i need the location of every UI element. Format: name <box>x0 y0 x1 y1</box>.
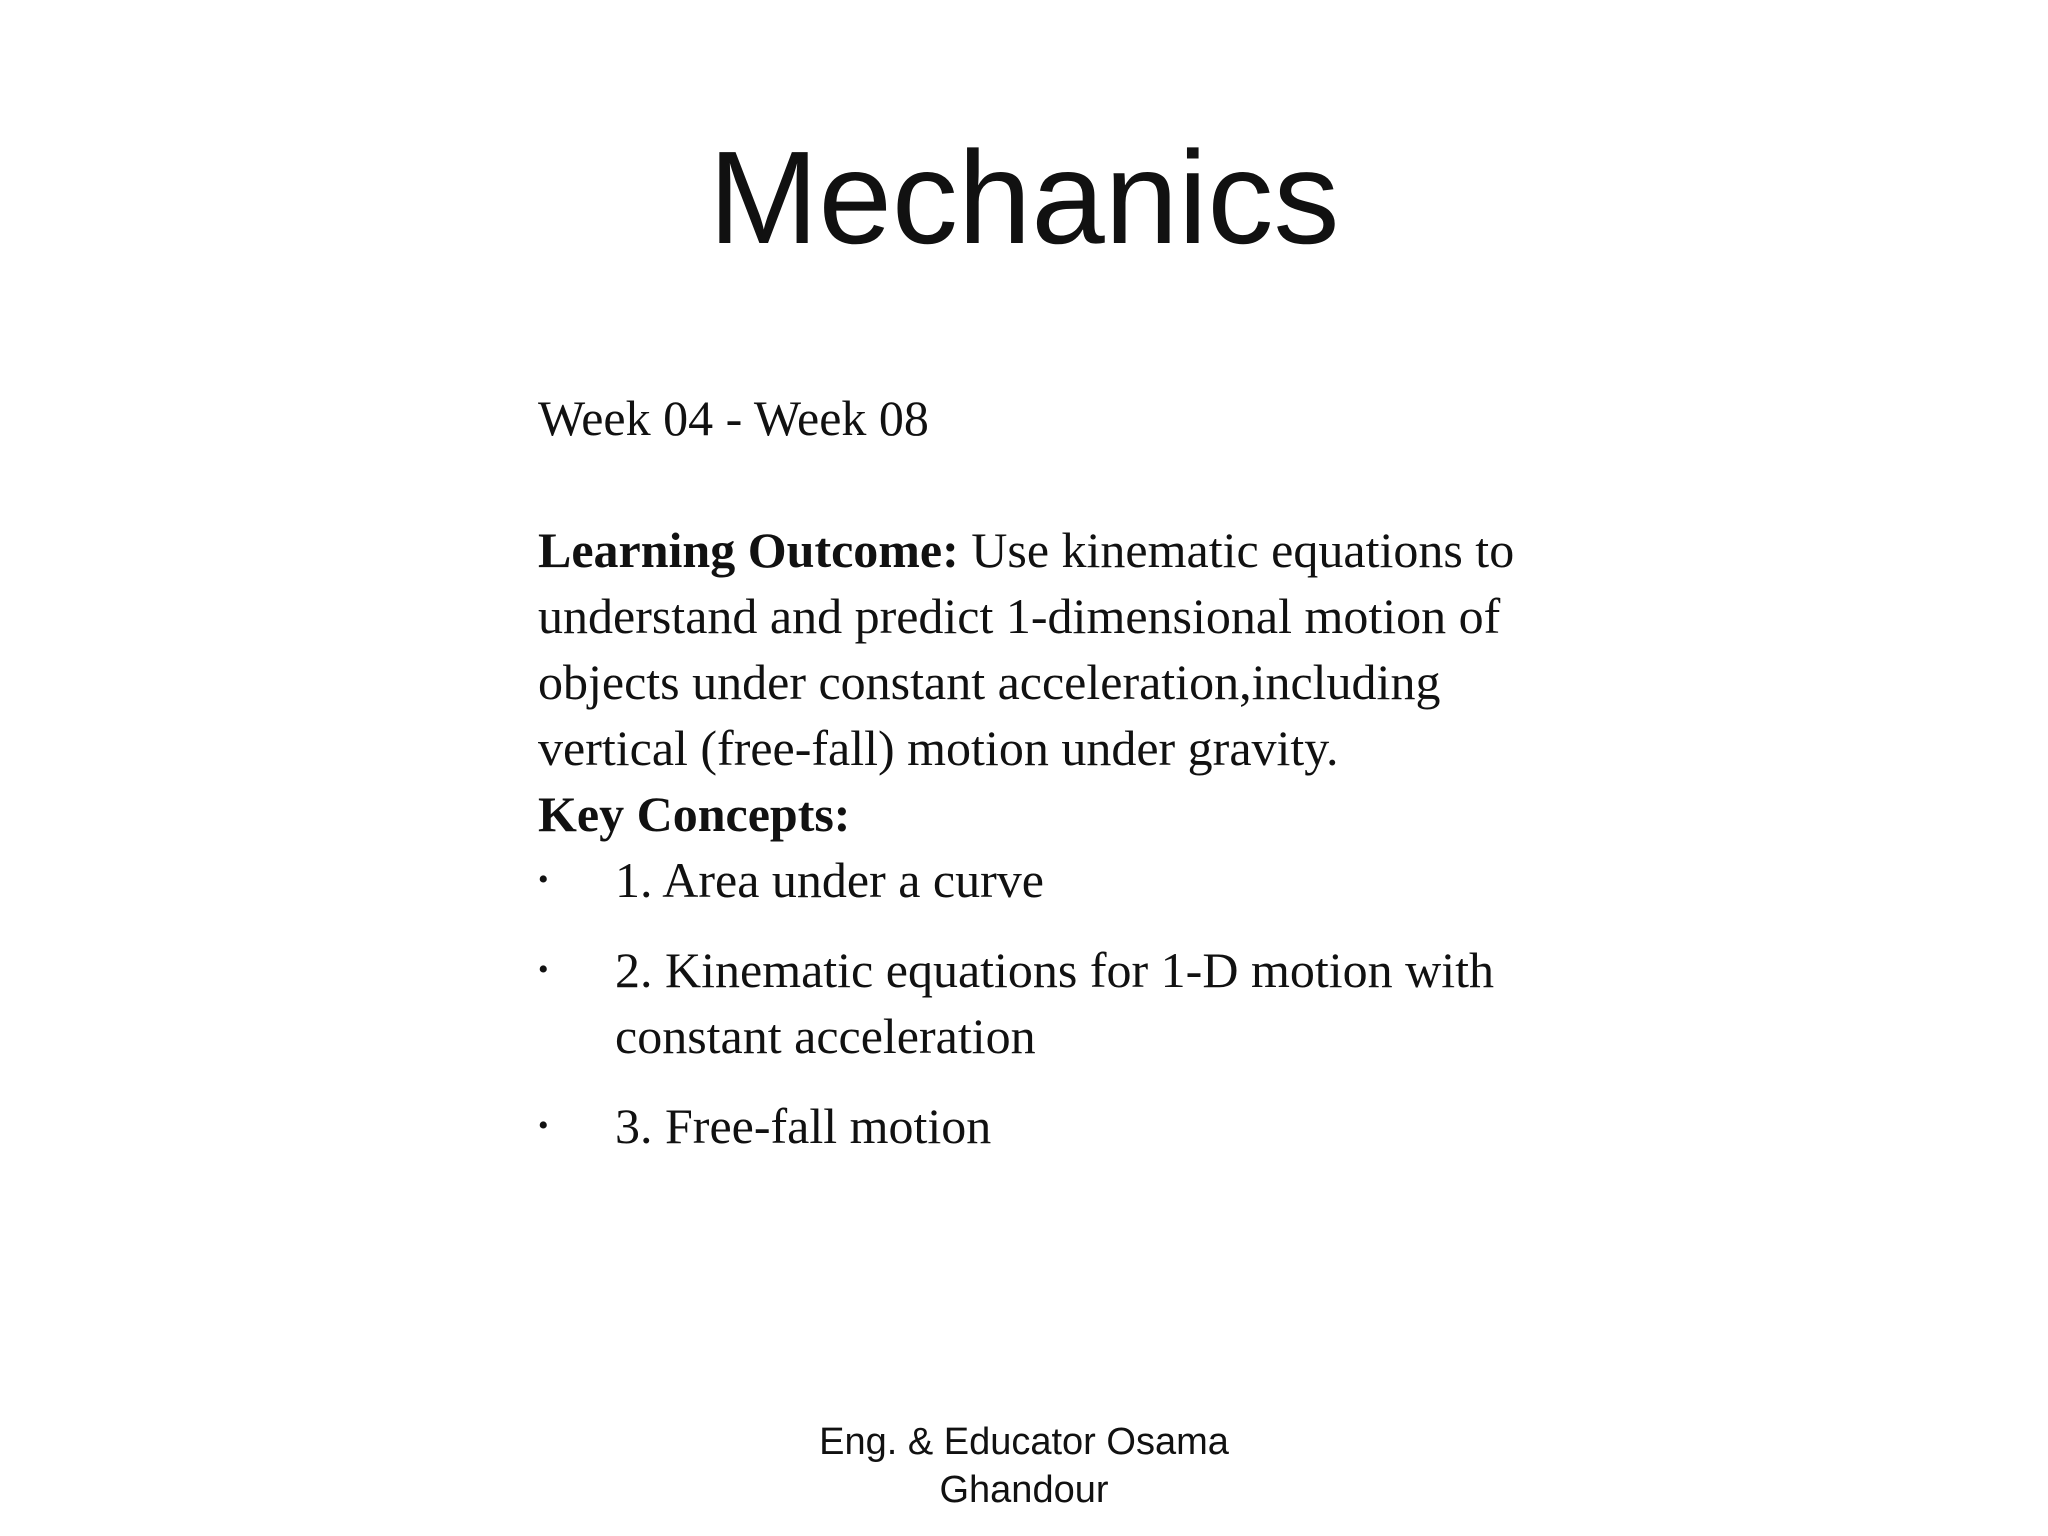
learning-outcome <box>538 517 1558 781</box>
key-concepts-heading: Key Concepts: <box>538 786 851 842</box>
slide-content <box>538 385 1558 1183</box>
learning-outcome-text: Use kinematic equations to understand and predict 1-dimensional motion of objects under constant acceleration,including vertical (free-fall) motion under gravity. <box>538 522 1515 776</box>
week-range: Week 04 - Week 08 <box>538 390 929 446</box>
key-concepts-list <box>538 847 1558 1159</box>
footer-line-surname: Ghandour <box>939 1469 1109 1511</box>
learning-outcome-label: Learning Outcome: <box>538 522 959 578</box>
list-item <box>538 847 1558 913</box>
slide-title: Mechanics <box>708 124 1340 271</box>
list-item <box>538 1093 1558 1159</box>
list-item-text: 2. Kinematic equations for 1-D motion with constant acceleration <box>615 942 1495 1064</box>
footer-line-author: Eng. & Educator Osama <box>819 1421 1229 1463</box>
bullet-icon: • <box>538 863 549 896</box>
list-item <box>538 937 1558 1069</box>
list-item-text: 3. Free-fall motion <box>615 1098 992 1154</box>
slide-footer <box>724 1418 1324 1514</box>
bullet-icon: • <box>538 953 549 986</box>
bullet-icon: • <box>538 1109 549 1142</box>
list-item-text: 1. Area under a curve <box>615 852 1044 908</box>
